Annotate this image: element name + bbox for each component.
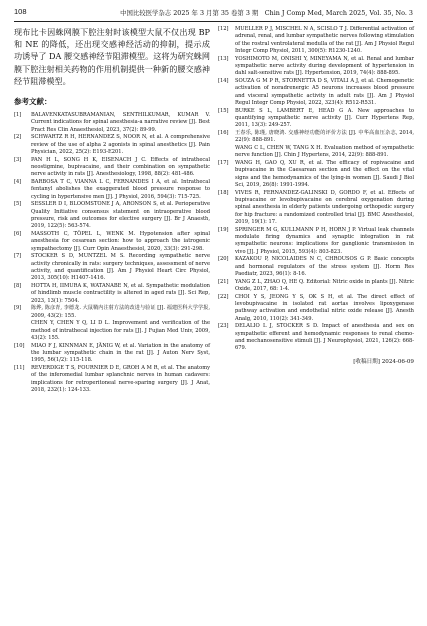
reference-number: [11]: [14, 364, 25, 371]
reference-item: [218, 108, 414, 130]
page-header: [14, 7, 413, 19]
received-date: [收稿日期] 2024-06-09: [353, 358, 414, 365]
reference-number: [12]: [218, 26, 229, 32]
reference-number: [20]: [218, 256, 229, 263]
reference-number: [15]: [218, 107, 229, 114]
reference-text: PAN H L, SONG H K, EISENACH J C. Effects of intrathecal neostigmine, bupivacaine, and their combination on sympathetic nerve activity in rats [J]. Anesthesiology, 1998, 88(2): 481-486.: [31, 156, 210, 178]
reference-text: DELALIO L J, STOCKER S D. Impact of anesthesia and sex on sympathetic efferent and hemodynamic responses to renal chemo- and mechanosensitive stimuli [J]. J Neurophysiol, 2021, 126(2): 668-679.: [235, 323, 414, 352]
reference-text: SCHWARTZ R H, HERNANDEZ S, NOOR N, et al. A comprehensive review of the use of alpha 2 agonists in spinal anesthetics [J]. Pain Physician, 2022, 25(2): E193-E201.: [31, 134, 210, 156]
reference-item: [218, 78, 414, 107]
references-list-right: [218, 26, 414, 353]
reference-number: [13]: [218, 55, 229, 62]
reference-item: [218, 130, 414, 145]
reference-item: [14, 231, 210, 253]
reference-number: [14]: [218, 78, 229, 84]
reference-item: [14, 365, 210, 394]
reference-text: YANG Z L, ZHAO Q, HE Q. Editorial: Nitric oxide in plants [J]. Nitric Oxide, 2017, 68: 1-4.: [235, 278, 414, 292]
reference-item: [218, 323, 414, 352]
reference-text: WANG C L, CHEN W, TANG X H. Evaluation method of sympathetic nerve function [J]. Chin J Hypertens, 2014, 22(9): 888-891.: [235, 144, 414, 159]
reference-text: CHEN Y, CHEN Y Q, LI D L. Improvement and verification of the method of intrathecal injection for rats [J]. J Fujian Med Univ, 2009, 43(2): 155.: [31, 320, 210, 341]
reference-item: [218, 56, 414, 78]
reference-number: [6]: [14, 231, 22, 237]
reference-item: [218, 256, 414, 278]
reference-text: BALAVENKATASUBRAMANIAN, SENTHILKUMAR, KUMAR V. Current indications for spinal anesthesia-a narrative review [J]. Best Pract Res Clin Anaesthesiol, 2023, 37(2): 89-99.: [31, 112, 210, 133]
left-column: [14, 26, 210, 395]
reference-text: SPRINGER M G, KULLMANN P H, HORN J P. Virtual leak channels modulate firing dynamics and synaptic integration in rat sympathetic neurons: implications for ganglionic transmission in vivo [J]. J Physiol, 2015, 593(4): 803-823.: [235, 226, 414, 255]
reference-item: [218, 190, 414, 227]
reference-text: MUELLER P J, MISCHEL N A, SCISLO T J. Differential activation of adrenal, renal, and lumbar sympathetic nerves following stimulation of the rostral ventrolateral medulla of the rat [J]. Am J Physiol Regul Integr Comp Physiol, 2011, 300(5): R1230-1240.: [235, 26, 414, 55]
reference-item: [218, 26, 414, 55]
reference-number: [22]: [218, 293, 229, 300]
reference-text: MIAO F J, KINNMAN E, JÄNIG W, et al. Variation in the anatomy of the lumbar sympathetic chain in the rat [J]. J Auton Nerv Syst, 1995, 56(1/2): 115-118.: [31, 342, 210, 364]
reference-number: [4]: [14, 179, 22, 185]
reference-text: SOUZA G M P R, STORNETTA D S, VITALI A J, et al. Chemogenetic activation of noradrenergic A5 neurons increases blood pressure and visceral sympathetic activity in adult rats [J]. Am J Physiol Regul Integr Comp Physiol, 2022, 323(4): R512-R531.: [235, 78, 414, 107]
reference-text: MASSOTH C, TÖPEL L, WENK M. Hypotension after spinal anesthesia for cesarean section: how to approach the iatrogenic sympathectomy [J]. Curr Opin Anaesthesiol, 2020, 33(3): 291-298.: [31, 231, 210, 252]
reference-item: [218, 227, 414, 256]
reference-number: [8]: [14, 283, 22, 289]
reference-number: [10]: [14, 342, 25, 349]
reference-text: YOSHIMOTO M, ONISHI Y, MINEYAMA N, et al. Renal and lumbar sympathetic nerve activity during development of hypertension in dahl salt-sensitive rats [J]. Hypertension, 2019, 74(4): 888-895.: [235, 55, 414, 77]
reference-item: [14, 112, 210, 134]
journal-citation: 中国比较医学杂志 2025 年 3 月第 35 卷第 3 期 Chin J Comp Med, March 2025, Vol. 35, No. 3: [120, 9, 413, 17]
reference-number: [5]: [14, 201, 22, 208]
reference-text: HOTTA H, IIMURA K, WATANABE N, et al. Sympathetic modulation of hindlimb muscle contractility is altered in aged rats [J]. Sci Rep, 2023, 13(1): 7504.: [31, 283, 210, 304]
reference-text: REVERDIGE T S, FOURNIER D E, GROH A M R, et al. The anatomy of the inferomedial lumbar splanchnic nerves in human cadavers: implications for retroperitoneal nerve-sparing surgery [J]. J Anat, 2018, 232(1): 124-133.: [31, 364, 210, 393]
reference-text: 王春乐, 陈瑾, 唐晓鸿. 交感神经功能的评价方法 [J]. 中华高血压杂志, 2014, 22(9): 888-891.: [235, 130, 414, 144]
reference-item: [14, 134, 210, 156]
intro-paragraph: 现布比卡因蛛网膜下腔注射时该模型大鼠不仅出现 BP 和 NE 的降低，还出现交感神经活动的抑制，提示成功诱导了 DA 腰交感神经节阻滞模型。这将为研究蛛网膜下腔注射相关药物的作用机制提供一种新的腰交感神经节阻滞模型。: [14, 27, 210, 86]
reference-number: [2]: [14, 134, 22, 141]
reference-number: [9]: [14, 305, 22, 312]
reference-number: [17]: [218, 159, 229, 166]
right-column: [218, 26, 414, 365]
reference-text: BARBOSA T C, VIANNA L C, FERNANDES I A, et al. Intrathecal fentanyl abolishes the exaggerated blood pressure response to cycling in hypertensive men [J]. J Physiol, 2016, 594(3): 715-725.: [31, 179, 210, 200]
reference-item: [14, 157, 210, 179]
reference-item: [14, 179, 210, 201]
references-heading: 参考文献：: [14, 97, 52, 107]
reference-item: [14, 305, 210, 320]
page-number: 108: [14, 7, 27, 16]
reference-text: KAZAKOU P, NICOLAIDES N C, CHROUSOS G P. Basic concepts and hormonal regulators of the stress system [J]. Horm Res Paediatr, 2023, 96(1): 8-16.: [235, 256, 414, 278]
reference-text: CHOI Y S, JEONG Y S, OK S H, et al. The direct effect of levobupivacaine in isolated rat aortas involves lipoxygenase pathway activation and endothelial nitric oxide release [J]. Anesth Analg, 2010, 110(2): 341-349.: [235, 293, 414, 322]
reference-item: [14, 343, 210, 365]
reference-text: WANG H, GAO Q, XU R, et al. The efficacy of ropivacaine and bupivacaine in the Caesarean section and the effect on the vital signs and the hemodynamics of the lying-in women [J]. Saudi J Biol Sci, 2019, 26(8): 1991-1994.: [235, 159, 414, 188]
reference-item: [218, 160, 414, 189]
reference-item: [14, 253, 210, 282]
reference-number: [21]: [218, 278, 229, 285]
reference-number: [16]: [218, 130, 229, 136]
reference-number: [18]: [218, 189, 229, 196]
reference-text: BURKE S L, LAMBERT E, HEAD G A. New approaches to quantifying sympathetic nerve activity [J]. Curr Hypertens Rep, 2011, 13(3): 249-257.: [235, 107, 414, 129]
reference-number: [3]: [14, 156, 22, 163]
references-list-left: [14, 112, 210, 394]
reference-number: [7]: [14, 253, 22, 260]
reference-item: [218, 294, 414, 323]
reference-item: [14, 201, 210, 230]
reference-text: STOCKER S D, MUNTZEL M S. Recording sympathetic nerve activity chronically in rats: surgery techniques, assessment of nerve activity, and quantification [J]. Am J Physiol Heart Circ Physiol, 2013, 305(10): H1407-1416.: [31, 253, 210, 282]
reference-item: [14, 320, 210, 342]
reference-text: VIVES R, FERNANDEZ-GALINSKI D, GORDO F, et al. Effects of bupivacaine or levobupivacaine on cerebral oxygenation during spinal anesthesia in elderly patients undergoing orthopedic surgery for hip fracture: a randomized controlled trial [J]. BMC Anesthesiol, 2019, 19(1): 17.: [235, 189, 414, 226]
reference-text: 陈烨, 陈彦青, 李德龙. 大鼠鞘内注射方法的改进与验证 [J]. 福建医科大学学报, 2009, 43(2): 155.: [31, 305, 210, 319]
reference-number: [1]: [14, 112, 22, 119]
reference-text: SESSLER D I, BLOOMSTONE J A, ARONSON S, et al. Perioperative Quality Initiative consensus statement on intraoperative blood pressure, risk and outcomes for elective surgery [J]. Br J Anaesth, 2019, 122(5): 563-574.: [31, 201, 210, 230]
reference-item: [14, 283, 210, 305]
reference-number: [19]: [218, 226, 229, 233]
reference-item: [218, 145, 414, 160]
reference-item: [218, 279, 414, 294]
reference-number: [23]: [218, 323, 229, 330]
header-rule: [14, 21, 413, 22]
